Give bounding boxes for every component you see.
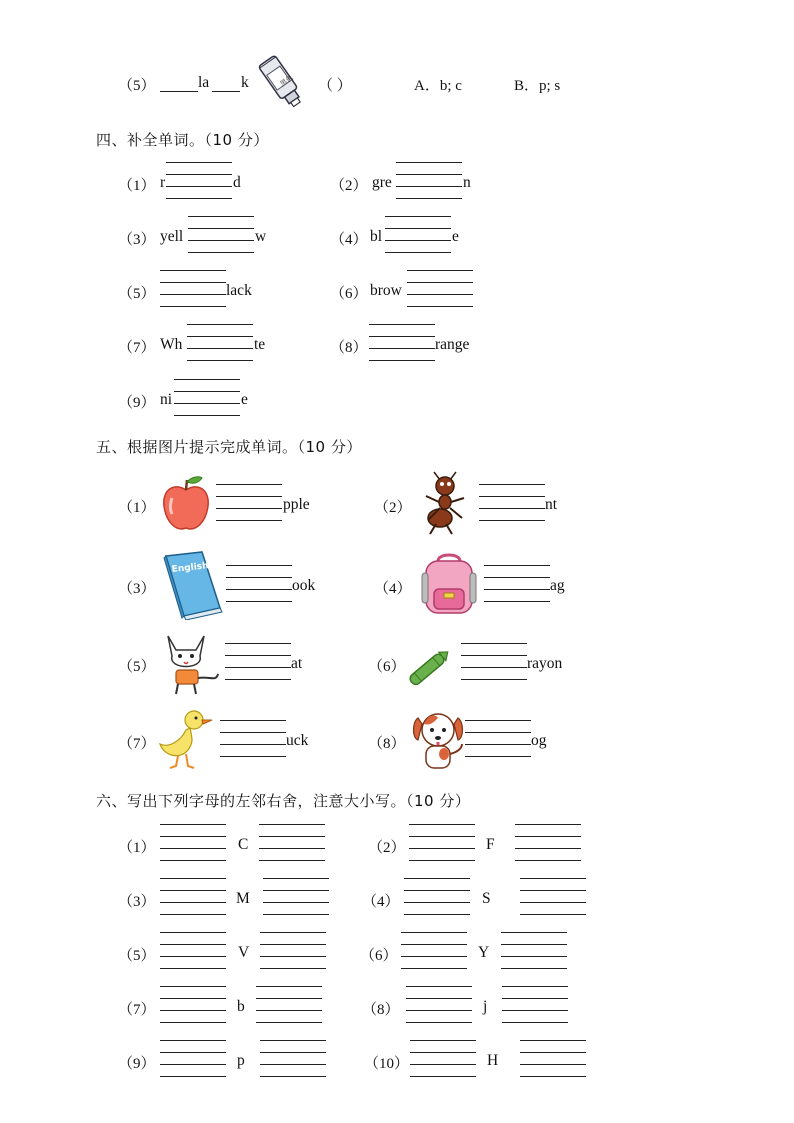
writing-lines-left[interactable] [406,986,472,1024]
item-number: （1） [118,840,156,856]
word-suffix: nt [545,496,558,513]
writing-lines-right[interactable] [502,986,568,1024]
cat-icon [160,630,222,696]
dog-icon [410,708,466,774]
writing-lines[interactable] [188,216,254,254]
word-suffix: ook [292,577,316,594]
word-part: k [241,74,249,91]
word-suffix: og [531,732,547,749]
writing-lines-right[interactable] [260,1040,326,1078]
item-number: （5） [118,659,156,675]
word-prefix: yell [160,228,184,245]
item-number: （1） [118,500,156,516]
letter: S [482,890,491,907]
tube-label: 黑色 [278,73,295,89]
item-number: （9） [118,395,156,411]
writing-lines[interactable] [465,720,531,758]
writing-lines-right[interactable] [501,932,567,970]
answer-paren[interactable]: （ ） [318,78,352,94]
item-number: （7） [118,736,156,752]
item-number: （7） [118,340,156,356]
letter: V [238,944,250,961]
word-suffix: e [241,391,248,408]
word-prefix: r [160,174,166,191]
writing-lines-right[interactable] [520,1040,586,1078]
writing-lines[interactable] [220,720,286,758]
item-number: （4） [362,894,400,910]
writing-lines[interactable] [385,216,451,254]
question-number: （5） [118,78,156,94]
item-number: （8） [330,340,368,356]
writing-lines-left[interactable] [401,932,467,970]
writing-lines[interactable] [484,565,550,603]
bag-icon [418,553,480,617]
letter: p [237,1052,245,1069]
letter: j [483,998,488,1015]
writing-lines-left[interactable] [160,932,226,970]
word-suffix: w [255,228,267,245]
letter: M [236,890,250,907]
item-number: （2） [368,840,406,856]
blank-line[interactable] [160,74,198,92]
blank-line[interactable] [212,74,240,92]
apple-icon [160,474,212,534]
word-suffix: e [452,228,459,245]
word-suffix: d [233,174,241,191]
writing-lines[interactable] [369,324,435,362]
section-5-title: 五、根据图片提示完成单词。（10 分） [96,438,362,456]
letter: Y [478,944,490,961]
writing-lines-right[interactable] [259,824,325,862]
item-number: （8） [368,736,406,752]
letter: b [237,998,245,1015]
item-number: （3） [118,581,156,597]
writing-lines-left[interactable] [409,824,475,862]
writing-lines[interactable] [216,484,282,522]
writing-lines[interactable] [461,643,527,681]
writing-lines-left[interactable] [160,878,226,916]
word-suffix: range [435,336,470,353]
word-suffix: te [254,336,266,353]
word-prefix: Wh [160,336,183,353]
section-4-title: 四、补全单词。（10 分） [96,131,269,149]
item-number: （5） [118,286,156,302]
item-number: （1） [118,178,156,194]
section-6-title: 六、写出下列字母的左邻右舍，注意大小写。（10 分） [96,792,471,810]
writing-lines-left[interactable] [160,824,226,862]
writing-lines[interactable] [166,162,232,200]
writing-lines-left[interactable] [160,1040,226,1078]
word-suffix: ag [550,577,565,594]
item-number: （2） [374,500,412,516]
item-number: （3） [118,894,156,910]
writing-lines-right[interactable] [520,878,586,916]
writing-lines-left[interactable] [404,878,470,916]
writing-lines[interactable] [479,484,545,522]
writing-lines-right[interactable] [256,986,322,1024]
letter: C [238,836,249,853]
word-suffix: n [463,174,471,191]
ant-icon [418,470,472,536]
item-number: （9） [118,1056,156,1072]
word-part: la [198,74,210,91]
item-number: （3） [118,232,156,248]
word-prefix: ni [160,391,173,408]
item-number: （8） [362,1002,400,1018]
item-number: （10） [364,1056,410,1072]
letter: H [487,1052,499,1069]
item-number: （6） [360,948,398,964]
item-number: （6） [368,659,406,675]
book-icon [158,550,224,620]
glue-tube-icon [256,52,308,114]
writing-lines[interactable] [396,162,462,200]
item-number: （5） [118,948,156,964]
word-prefix: brow [370,282,402,299]
word-prefix: bl [370,228,383,245]
item-number: （4） [330,232,368,248]
writing-lines[interactable] [160,270,226,308]
writing-lines[interactable] [407,270,473,308]
writing-lines[interactable] [174,379,240,417]
writing-lines[interactable] [187,324,253,362]
letter: F [486,836,495,853]
word-suffix: pple [283,496,310,513]
writing-lines-left[interactable] [160,986,226,1024]
writing-lines-left[interactable] [410,1040,476,1078]
writing-lines[interactable] [226,565,292,603]
duck-icon [158,708,214,772]
book-label: English [171,561,210,575]
writing-lines-right[interactable] [263,878,329,916]
crayon-icon [404,644,454,690]
writing-lines-right[interactable] [260,932,326,970]
word-prefix: gre [372,174,392,191]
item-number: （6） [330,286,368,302]
writing-lines[interactable] [225,643,291,681]
word-suffix: uck [286,732,309,749]
word-suffix: lack [226,282,252,299]
option-b: B．p; s [514,78,561,94]
word-suffix: rayon [527,655,563,672]
item-number: （2） [330,178,368,194]
writing-lines-right[interactable] [515,824,581,862]
item-number: （4） [374,581,412,597]
item-number: （7） [118,1002,156,1018]
option-a: A．b; c [414,78,462,94]
word-suffix: at [291,655,303,672]
